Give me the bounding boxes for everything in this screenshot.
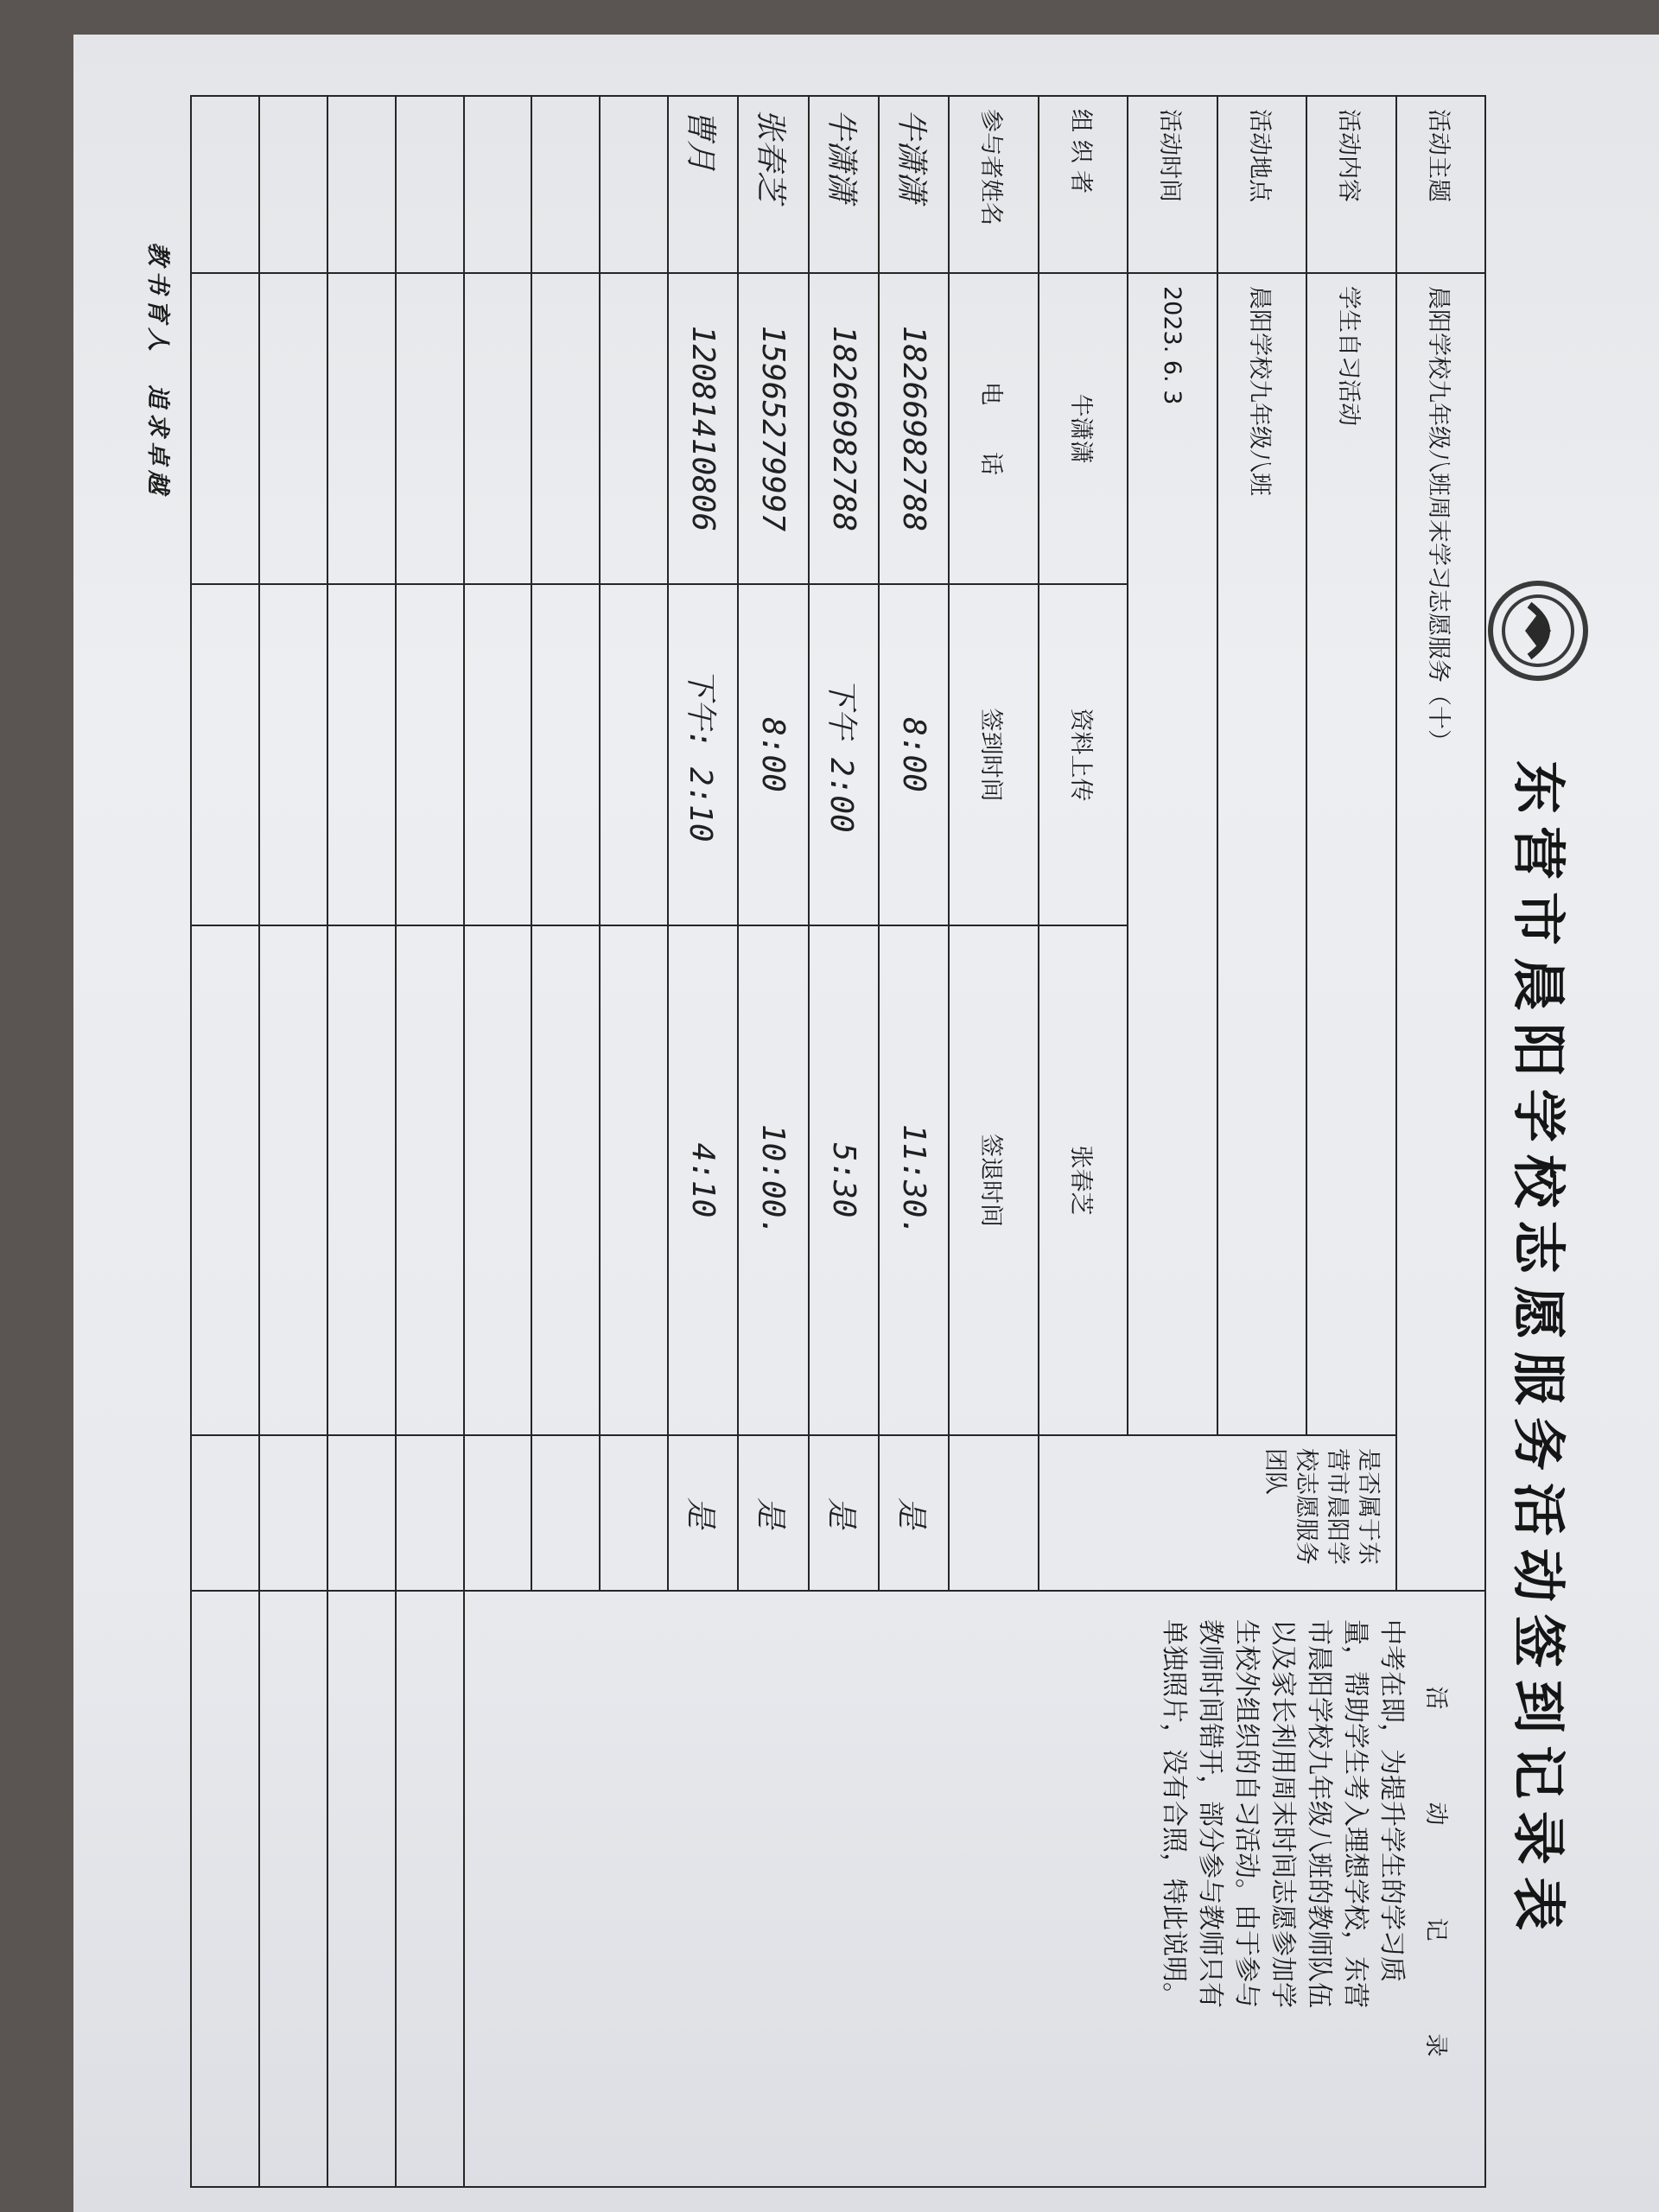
rotated-page	[73, 35, 1659, 2212]
participant-sign-in: 8:00	[879, 584, 949, 925]
participant-member: 是	[879, 1435, 949, 1591]
content-label: 活动内容	[1306, 96, 1395, 273]
participant-phone: 18266982788	[809, 273, 879, 584]
member-header-spacer	[949, 1435, 1038, 1591]
participant-name: 牛潇潇	[879, 96, 949, 273]
participant-sign-out: 4:10	[668, 925, 738, 1435]
member-column-header: 是否属于东营市晨阳学校志愿服务团队	[1039, 1435, 1396, 1591]
participant-name: 牛潇潇	[809, 96, 879, 273]
participant-phone: 12081410806	[668, 273, 738, 584]
paper-sheet	[73, 35, 1659, 2212]
theme-row	[1396, 96, 1485, 2187]
upload-value: 张春芝	[1039, 925, 1128, 1435]
participant-sign-out: 10:00.	[738, 925, 808, 1435]
activity-record-cell	[464, 1591, 1485, 2187]
participant-sign-in: 下午 2:00	[809, 584, 879, 925]
organizer-value: 牛潇潇	[1039, 273, 1128, 584]
empty-row	[259, 96, 327, 2187]
theme-value: 晨阳学校九年级八班周末学习志愿服务（十）	[1396, 273, 1485, 1591]
sign-in-form-table	[190, 95, 1486, 2188]
empty-row	[327, 96, 396, 2187]
participant-sign-in: 8:00	[738, 584, 808, 925]
theme-label: 活动主题	[1396, 96, 1485, 273]
sign-in-column-header: 签到时间	[949, 584, 1038, 925]
school-emblem-icon	[1486, 579, 1590, 683]
participant-sign-out: 11:30.	[879, 925, 949, 1435]
title-row	[1486, 95, 1616, 2169]
participant-member: 是	[738, 1435, 808, 1591]
page-title: 东营市晨阳学校志愿服务活动签到记录表	[1507, 760, 1570, 1943]
participant-sign-out: 5:30	[809, 925, 879, 1435]
participant-sign-in: 下午: 2:10	[668, 584, 738, 925]
participant-phone: 15965279997	[738, 273, 808, 584]
location-label: 活动地点	[1217, 96, 1306, 273]
time-value: 2023. 6. 3	[1128, 273, 1217, 1435]
record-heading: 活 动 记 录	[1422, 1686, 1449, 2092]
organizer-label: 组 织 者	[1039, 96, 1128, 273]
location-value: 晨阳学校九年级八班	[1217, 273, 1306, 1435]
participant-name: 张春芝	[738, 96, 808, 273]
phone-column-header: 电 话	[949, 273, 1038, 584]
empty-row	[396, 96, 464, 2187]
participant-member: 是	[668, 1435, 738, 1591]
record-text: 中考在即，为提升学生的学习质量，帮助学生考入理想学校，东营市晨阳学校九年级八班的教师队伍以及家长利用周末时间志愿参加学生校外组织的自习活动。由于参与教师时间错开，部分参与教师只有单独照片，没有合照，特此说明。	[1159, 1619, 1407, 2008]
name-column-header: 参与者姓名	[949, 96, 1038, 273]
empty-row	[191, 96, 259, 2187]
time-label: 活动时间	[1128, 96, 1217, 273]
participant-name: 曹月	[668, 96, 738, 273]
content-value: 学生自习活动	[1306, 273, 1395, 1435]
upload-label: 资料上传	[1039, 584, 1128, 925]
participant-phone: 18266982788	[879, 273, 949, 584]
sign-out-column-header: 签退时间	[949, 925, 1038, 1435]
participant-member: 是	[809, 1435, 879, 1591]
school-motto: 教书育人 追求卓越	[144, 242, 171, 499]
